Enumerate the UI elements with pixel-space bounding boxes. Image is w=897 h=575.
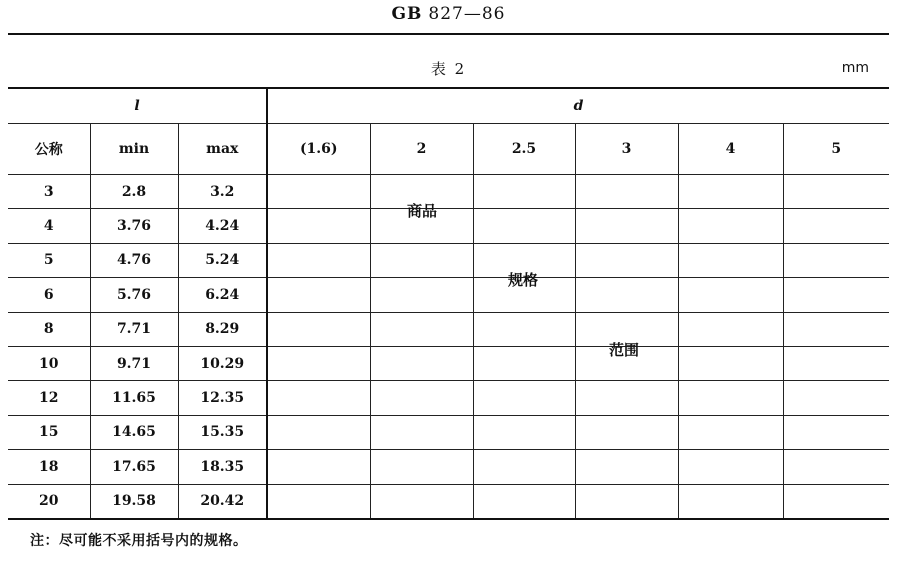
cell-d-empty <box>473 346 575 380</box>
cell-d-empty <box>370 312 473 346</box>
l-header: l <box>8 88 267 124</box>
cell-d-empty <box>678 415 783 449</box>
cell-max: 15.35 <box>178 415 267 449</box>
cell-nominal: 12 <box>8 381 90 415</box>
cell-d-empty <box>678 381 783 415</box>
cell-d-empty <box>575 175 678 209</box>
cell-d-empty <box>267 450 370 484</box>
col-d-2: 2 <box>370 124 473 175</box>
cell-d-empty <box>267 346 370 380</box>
d-header: d <box>267 88 889 124</box>
cell-max: 8.29 <box>178 312 267 346</box>
standard-number: 827—86 <box>428 4 506 24</box>
cell-nominal: 10 <box>8 346 90 380</box>
cell-d-empty <box>267 312 370 346</box>
col-max: max <box>178 124 267 175</box>
cell-d-empty <box>678 450 783 484</box>
range-label-3: 范围 <box>609 341 640 359</box>
cell-nominal: 20 <box>8 484 90 519</box>
cell-min: 2.8 <box>90 175 178 209</box>
table-row <box>8 346 889 380</box>
cell-d-empty <box>267 415 370 449</box>
cell-min: 9.71 <box>90 346 178 380</box>
cell-max: 18.35 <box>178 450 267 484</box>
cell-d-empty <box>783 312 889 346</box>
footnote: 注：尽可能不采用括号内的规格。 <box>30 533 248 549</box>
cell-d-empty <box>370 450 473 484</box>
cell-d-empty <box>678 346 783 380</box>
cell-min: 4.76 <box>90 243 178 277</box>
cell-nominal: 5 <box>8 243 90 277</box>
cell-d-empty <box>678 312 783 346</box>
cell-min: 7.71 <box>90 312 178 346</box>
cell-d-empty <box>473 450 575 484</box>
cell-min: 3.76 <box>90 209 178 243</box>
range-label-2: 规格 <box>508 271 539 289</box>
cell-d-empty <box>473 175 575 209</box>
cell-min: 11.65 <box>90 381 178 415</box>
cell-d-empty <box>473 381 575 415</box>
cell-d-empty <box>783 175 889 209</box>
unit-label: mm <box>841 60 869 76</box>
col-d-2-5: 2.5 <box>473 124 575 175</box>
cell-d-empty <box>267 484 370 519</box>
cell-max: 5.24 <box>178 243 267 277</box>
table-row <box>8 209 889 243</box>
col-d-4: 4 <box>678 124 783 175</box>
standard-title <box>0 4 897 24</box>
cell-d-empty <box>575 278 678 312</box>
table-row <box>8 450 889 484</box>
table-row <box>8 381 889 415</box>
cell-d-empty <box>370 243 473 277</box>
top-rule <box>8 33 889 35</box>
cell-d-empty <box>783 415 889 449</box>
cell-d-empty <box>678 175 783 209</box>
table-row <box>8 415 889 449</box>
cell-d-empty <box>678 243 783 277</box>
cell-max: 6.24 <box>178 278 267 312</box>
cell-d-empty <box>678 484 783 519</box>
cell-d-empty <box>370 381 473 415</box>
cell-nominal: 18 <box>8 450 90 484</box>
table-row <box>8 312 889 346</box>
table-row <box>8 278 889 312</box>
table-row <box>8 243 889 277</box>
cell-d-empty <box>783 484 889 519</box>
cell-d-empty <box>575 484 678 519</box>
cell-d-empty <box>473 209 575 243</box>
cell-d-empty <box>783 346 889 380</box>
table-row <box>8 175 889 209</box>
cell-d-empty <box>783 278 889 312</box>
standard-code: GB <box>391 4 423 24</box>
cell-d-empty <box>575 243 678 277</box>
cell-min: 14.65 <box>90 415 178 449</box>
cell-d-empty <box>267 381 370 415</box>
cell-d-empty <box>575 415 678 449</box>
cell-nominal: 4 <box>8 209 90 243</box>
col-min: min <box>90 124 178 175</box>
col-d-5: 5 <box>783 124 889 175</box>
cell-max: 20.42 <box>178 484 267 519</box>
cell-d-empty <box>575 450 678 484</box>
cell-nominal: 8 <box>8 312 90 346</box>
cell-d-empty <box>473 415 575 449</box>
col-d-1-6: (1.6) <box>267 124 370 175</box>
range-label-1: 商品 <box>407 202 438 220</box>
cell-d-empty <box>575 381 678 415</box>
cell-min: 5.76 <box>90 278 178 312</box>
col-nominal: 公称 <box>8 124 90 175</box>
cell-d-empty <box>678 209 783 243</box>
cell-max: 3.2 <box>178 175 267 209</box>
cell-d-empty <box>370 415 473 449</box>
cell-d-empty <box>783 243 889 277</box>
cell-d-empty <box>783 209 889 243</box>
cell-d-empty <box>370 346 473 380</box>
col-d-3: 3 <box>575 124 678 175</box>
cell-d-empty <box>370 278 473 312</box>
cell-d-empty <box>575 209 678 243</box>
dimension-table <box>8 87 889 520</box>
cell-d-empty <box>783 381 889 415</box>
cell-d-empty <box>267 243 370 277</box>
cell-d-empty <box>678 278 783 312</box>
cell-d-empty <box>267 278 370 312</box>
cell-max: 12.35 <box>178 381 267 415</box>
cell-min: 17.65 <box>90 450 178 484</box>
cell-max: 10.29 <box>178 346 267 380</box>
cell-nominal: 6 <box>8 278 90 312</box>
cell-nominal: 15 <box>8 415 90 449</box>
cell-nominal: 3 <box>8 175 90 209</box>
cell-d-empty <box>370 484 473 519</box>
cell-d-empty <box>473 312 575 346</box>
cell-min: 19.58 <box>90 484 178 519</box>
cell-d-empty <box>267 209 370 243</box>
cell-d-empty <box>267 175 370 209</box>
cell-max: 4.24 <box>178 209 267 243</box>
table-caption: 表 2 <box>430 60 467 78</box>
table-row <box>8 484 889 519</box>
cell-d-empty <box>473 484 575 519</box>
cell-d-empty <box>783 450 889 484</box>
